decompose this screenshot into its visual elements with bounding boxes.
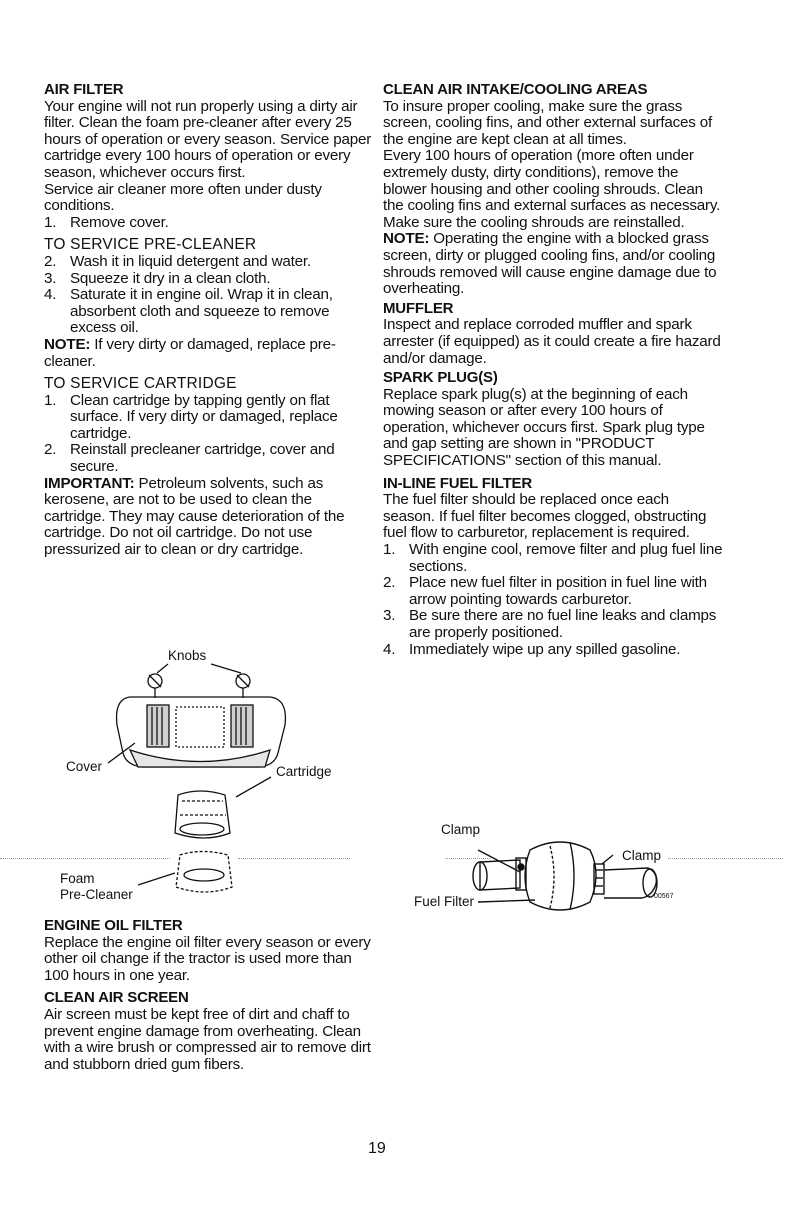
- clean-air-screen-heading: CLEAN AIR SCREEN: [44, 989, 189, 1007]
- list-item: 1. Remove cover.: [44, 213, 169, 231]
- fuel-line-right-icon: [604, 868, 657, 898]
- clean-air-screen-text: Air screen must be kept free of dirt and chaff to prevent engine damage from overheating. Clean with a wire brush or compressed air to remove dirt and stubborn dried gum fibers.: [44, 1005, 371, 1073]
- list-item: 4. Immediately wipe up any spilled gasoline.: [383, 640, 681, 658]
- cover-icon: [117, 697, 286, 767]
- spark-plugs-heading: SPARK PLUG(S): [383, 369, 498, 387]
- air-filter-steps: [44, 215, 374, 232]
- divider: [0, 858, 170, 859]
- fuel-line-left-icon: [473, 860, 520, 890]
- right-column: [383, 82, 723, 658]
- fuel-filter-diagram: [380, 820, 710, 930]
- fuel-filter-label: Fuel Filter: [414, 894, 475, 909]
- cooling-heading: CLEAN AIR INTAKE/COOLING AREAS: [383, 81, 648, 98]
- clamp-right-label: Clamp: [622, 848, 662, 863]
- cover-label: Cover: [66, 759, 103, 774]
- cooling-text-1: To insure proper cooling, make sure the grass screen, cooling fins, and other external surfaces of the engine are kept clean at all times.: [383, 97, 712, 148]
- cooling-text-2: Every 100 hours of operation (more often under extremely dusty, dirty conditions), remove the blower housing and other cooling shrouds. Clean the cooling fins and external surfaces as necessary. Make sure the cooling shrouds are reinstalled.: [383, 147, 721, 231]
- left-column: [44, 82, 374, 559]
- cartridge-label: Cartridge: [276, 764, 332, 779]
- list-item: 2. Place new fuel filter in position in fuel line with arrow pointing towards carburetor.: [383, 574, 707, 608]
- fuel-filter-heading: IN-LINE FUEL FILTER: [383, 474, 532, 492]
- list-item: 1. With engine cool, remove filter and plug fuel line sections.: [383, 541, 723, 575]
- page-number: 19: [368, 1140, 386, 1157]
- pre-cleaner-label: Pre-Cleaner: [60, 887, 133, 902]
- foam-pre-cleaner-icon: [176, 852, 232, 893]
- foam-label: Foam: [60, 871, 95, 886]
- list-item: 1. Clean cartridge by tapping gently on flat surface. If very dirty or damaged, replace cartridge.: [44, 391, 338, 442]
- pre-cleaner-steps: [44, 254, 374, 337]
- fuel-filter-icon: [525, 842, 596, 910]
- engine-oil-filter-heading: ENGINE OIL FILTER: [44, 917, 183, 934]
- cartridge-icon: [175, 791, 230, 838]
- cartridge-steps: [44, 393, 374, 476]
- muffler-heading: MUFFLER: [383, 299, 454, 317]
- spark-plugs-text: Replace spark plug(s) at the beginning of each mowing season or after every 100 hours of operation, whichever occurs first. Spark plug type and gap setting are shown in "PRODUCT SPECIFICATIONS" section of this manual.: [383, 385, 705, 470]
- knobs-label: Knobs: [168, 648, 207, 663]
- muffler-text: Inspect and replace corroded muffler and spark arrester (if equipped) as it could create a fire hazard and/or damage.: [383, 316, 721, 367]
- list-item: 2. Reinstall precleaner cartridge, cover and secure.: [44, 441, 335, 476]
- divider: [238, 858, 350, 859]
- list-item: 3. Squeeze it dry in a clean cloth.: [44, 269, 271, 287]
- list-item: 2. Wash it in liquid detergent and water.: [44, 252, 311, 270]
- list-item: 3. Be sure there are no fuel line leaks and clamps are properly positioned.: [383, 607, 717, 641]
- air-filter-heading: AIR FILTER: [44, 81, 124, 98]
- air-filter-diagram: [60, 655, 320, 905]
- right-knob-icon: [236, 674, 250, 698]
- left-lower-column: [44, 918, 374, 1073]
- fuel-filter-text: The fuel filter should be replaced once each season. If fuel filter becomes clogged, obstructing fuel flow to carburetor, replacement is required.: [383, 491, 707, 542]
- pre-cleaner-heading: TO SERVICE PRE-CLEANER: [44, 236, 257, 254]
- engine-oil-filter-text: Replace the engine oil filter every season or every other oil change if the tractor is used more than 100 hours in one year.: [44, 933, 371, 984]
- pre-cleaner-note: NOTE: If very dirty or damaged, replace pre-cleaner.: [44, 335, 336, 370]
- clamp-left-label: Clamp: [441, 822, 481, 837]
- air-filter-dusty-note: Service air cleaner more often under dusty conditions.: [44, 180, 322, 215]
- cartridge-important: IMPORTANT: Petroleum solvents, such as kerosene, are not to be used to clean the cartridge. They may cause deterioration of the cartridge. Do not oil cartridge. Do not use pressurized air to clean or dry cartridge.: [44, 474, 345, 559]
- cooling-note: NOTE: Operating the engine with a blocked grass screen, dirty or plugged cooling fins, and/or cooling shrouds removed will cause engine damage due to overheating.: [383, 230, 717, 298]
- cartridge-heading: TO SERVICE CARTRIDGE: [44, 375, 237, 393]
- fuel-filter-steps: [383, 542, 723, 658]
- list-item: 4. Saturate it in engine oil. Wrap it in clean, absorbent cloth and squeeze to remove excess oil.: [44, 286, 333, 337]
- air-filter-intro: Your engine will not run properly using a dirty air filter. Clean the foam pre-cleaner after every 25 hours of operation or every season. Service paper cartridge every 100 hours of operation or every season, whichever occurs first.: [44, 97, 372, 181]
- left-knob-icon: [148, 674, 162, 698]
- figure-code: 00567: [654, 893, 674, 900]
